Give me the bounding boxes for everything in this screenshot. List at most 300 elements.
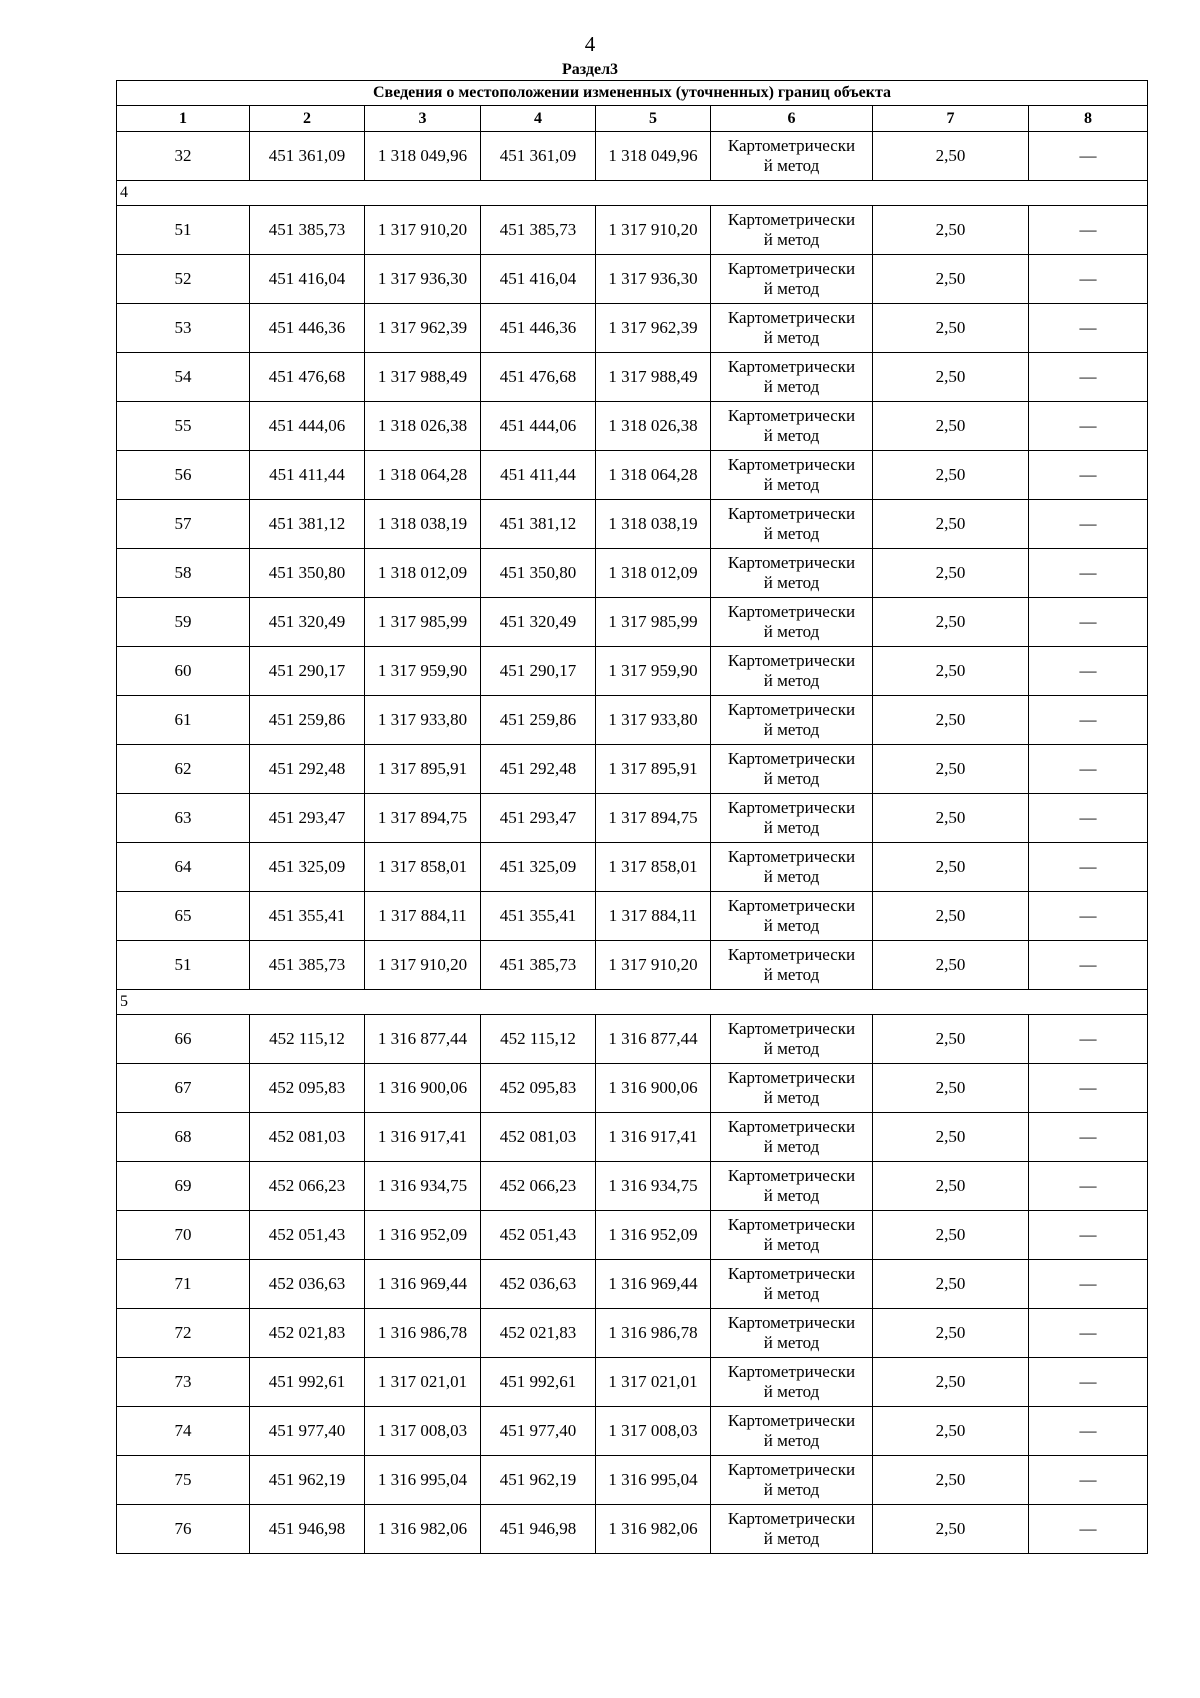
description: — — [1029, 402, 1148, 451]
y-existing: 1 316 900,06 — [365, 1064, 481, 1113]
y-existing: 1 317 985,99 — [365, 598, 481, 647]
accuracy: 2,50 — [873, 255, 1029, 304]
y-new: 1 316 982,06 — [596, 1505, 711, 1554]
y-new: 1 317 985,99 — [596, 598, 711, 647]
x-new: 451 361,09 — [481, 132, 596, 181]
method-line: й метод — [763, 720, 820, 739]
y-new: 1 318 064,28 — [596, 451, 711, 500]
description: — — [1029, 1505, 1148, 1554]
table-body — [117, 132, 1148, 1554]
x-new: 452 081,03 — [481, 1113, 596, 1162]
accuracy: 2,50 — [873, 304, 1029, 353]
method — [711, 451, 873, 500]
x-new: 451 320,49 — [481, 598, 596, 647]
table-row — [117, 941, 1148, 990]
method — [711, 598, 873, 647]
accuracy: 2,50 — [873, 843, 1029, 892]
point-number: 66 — [117, 1015, 250, 1064]
table-row — [117, 132, 1148, 181]
accuracy: 2,50 — [873, 1064, 1029, 1113]
method-line: й метод — [763, 156, 820, 175]
contour-row — [117, 990, 1148, 1015]
table-caption: Сведения о местоположении измененных (уточненных) границ объекта — [117, 81, 1148, 106]
description: — — [1029, 941, 1148, 990]
table-row — [117, 451, 1148, 500]
x-new: 451 446,36 — [481, 304, 596, 353]
point-number: 69 — [117, 1162, 250, 1211]
x-existing: 451 476,68 — [250, 353, 365, 402]
column-number: 8 — [1029, 106, 1148, 132]
method-line: Картометрически — [727, 1509, 856, 1528]
table-row — [117, 1407, 1148, 1456]
method-line: й метод — [763, 1480, 820, 1499]
table-row — [117, 500, 1148, 549]
description: — — [1029, 1260, 1148, 1309]
y-existing: 1 316 877,44 — [365, 1015, 481, 1064]
x-existing: 452 021,83 — [250, 1309, 365, 1358]
table-row — [117, 1505, 1148, 1554]
x-existing: 452 066,23 — [250, 1162, 365, 1211]
y-existing: 1 316 917,41 — [365, 1113, 481, 1162]
point-number: 61 — [117, 696, 250, 745]
method — [711, 1456, 873, 1505]
description: — — [1029, 1211, 1148, 1260]
y-new: 1 316 877,44 — [596, 1015, 711, 1064]
table-row — [117, 745, 1148, 794]
method-line: й метод — [763, 965, 820, 984]
y-existing: 1 317 933,80 — [365, 696, 481, 745]
description: — — [1029, 500, 1148, 549]
y-existing: 1 317 988,49 — [365, 353, 481, 402]
accuracy: 2,50 — [873, 745, 1029, 794]
description: — — [1029, 1358, 1148, 1407]
method — [711, 1113, 873, 1162]
description: — — [1029, 1015, 1148, 1064]
description: — — [1029, 745, 1148, 794]
table-row — [117, 1211, 1148, 1260]
x-existing: 451 385,73 — [250, 941, 365, 990]
point-number: 57 — [117, 500, 250, 549]
table-row — [117, 1113, 1148, 1162]
point-number: 74 — [117, 1407, 250, 1456]
table-row — [117, 353, 1148, 402]
x-existing: 451 355,41 — [250, 892, 365, 941]
description: — — [1029, 647, 1148, 696]
method-line: Картометрически — [727, 798, 856, 817]
accuracy: 2,50 — [873, 451, 1029, 500]
x-existing: 452 115,12 — [250, 1015, 365, 1064]
method-line: й метод — [763, 573, 820, 592]
point-number: 72 — [117, 1309, 250, 1358]
x-existing: 451 259,86 — [250, 696, 365, 745]
method-line: Картометрически — [727, 602, 856, 621]
y-new: 1 316 986,78 — [596, 1309, 711, 1358]
method-line: Картометрически — [727, 749, 856, 768]
method — [711, 206, 873, 255]
y-existing: 1 318 012,09 — [365, 549, 481, 598]
description: — — [1029, 794, 1148, 843]
point-number: 73 — [117, 1358, 250, 1407]
x-new: 452 021,83 — [481, 1309, 596, 1358]
method — [711, 1407, 873, 1456]
y-existing: 1 316 969,44 — [365, 1260, 481, 1309]
point-number: 70 — [117, 1211, 250, 1260]
method-line: Картометрически — [727, 504, 856, 523]
contour-row — [117, 181, 1148, 206]
point-number: 65 — [117, 892, 250, 941]
y-existing: 1 317 858,01 — [365, 843, 481, 892]
method — [711, 1064, 873, 1113]
y-new: 1 317 988,49 — [596, 353, 711, 402]
x-existing: 452 081,03 — [250, 1113, 365, 1162]
y-new: 1 317 910,20 — [596, 941, 711, 990]
method-line: Картометрически — [727, 1460, 856, 1479]
description: — — [1029, 696, 1148, 745]
y-existing: 1 317 008,03 — [365, 1407, 481, 1456]
description: — — [1029, 1407, 1148, 1456]
x-new: 452 051,43 — [481, 1211, 596, 1260]
accuracy: 2,50 — [873, 1211, 1029, 1260]
description: — — [1029, 1064, 1148, 1113]
method-line: й метод — [763, 1333, 820, 1352]
method-line: Картометрически — [727, 651, 856, 670]
x-new: 451 992,61 — [481, 1358, 596, 1407]
y-existing: 1 316 986,78 — [365, 1309, 481, 1358]
method — [711, 549, 873, 598]
accuracy: 2,50 — [873, 549, 1029, 598]
table-row — [117, 206, 1148, 255]
contour-label: 5 — [117, 990, 1148, 1015]
method — [711, 132, 873, 181]
method-line: й метод — [763, 1088, 820, 1107]
y-new: 1 317 910,20 — [596, 206, 711, 255]
x-existing: 451 293,47 — [250, 794, 365, 843]
description: — — [1029, 132, 1148, 181]
point-number: 60 — [117, 647, 250, 696]
column-number: 5 — [596, 106, 711, 132]
table-row — [117, 794, 1148, 843]
method — [711, 1358, 873, 1407]
method-line: Картометрически — [727, 136, 856, 155]
method-line: й метод — [763, 230, 820, 249]
method-line: Картометрически — [727, 945, 856, 964]
method-line: й метод — [763, 1284, 820, 1303]
x-new: 451 946,98 — [481, 1505, 596, 1554]
method-line: Картометрически — [727, 308, 856, 327]
point-number: 54 — [117, 353, 250, 402]
x-existing: 451 977,40 — [250, 1407, 365, 1456]
x-existing: 451 946,98 — [250, 1505, 365, 1554]
method-line: Картометрически — [727, 1362, 856, 1381]
y-new: 1 318 026,38 — [596, 402, 711, 451]
method — [711, 1162, 873, 1211]
column-number: 4 — [481, 106, 596, 132]
x-new: 452 115,12 — [481, 1015, 596, 1064]
x-existing: 451 361,09 — [250, 132, 365, 181]
column-number: 3 — [365, 106, 481, 132]
y-new: 1 317 962,39 — [596, 304, 711, 353]
column-number: 1 — [117, 106, 250, 132]
method-line: Картометрически — [727, 210, 856, 229]
x-existing: 451 381,12 — [250, 500, 365, 549]
point-number: 51 — [117, 206, 250, 255]
y-new: 1 316 995,04 — [596, 1456, 711, 1505]
x-new: 451 962,19 — [481, 1456, 596, 1505]
method-line: й метод — [763, 524, 820, 543]
table-row — [117, 1162, 1148, 1211]
y-new: 1 317 884,11 — [596, 892, 711, 941]
x-existing: 451 411,44 — [250, 451, 365, 500]
description: — — [1029, 255, 1148, 304]
y-new: 1 317 936,30 — [596, 255, 711, 304]
method-line: й метод — [763, 1235, 820, 1254]
x-existing: 451 292,48 — [250, 745, 365, 794]
x-existing: 451 320,49 — [250, 598, 365, 647]
y-new: 1 317 894,75 — [596, 794, 711, 843]
method — [711, 1211, 873, 1260]
table-row — [117, 696, 1148, 745]
accuracy: 2,50 — [873, 598, 1029, 647]
point-number: 62 — [117, 745, 250, 794]
table-row — [117, 598, 1148, 647]
description: — — [1029, 843, 1148, 892]
description: — — [1029, 598, 1148, 647]
table-row — [117, 892, 1148, 941]
method-line: й метод — [763, 769, 820, 788]
method-line: й метод — [763, 377, 820, 396]
description: — — [1029, 1456, 1148, 1505]
description: — — [1029, 451, 1148, 500]
method-line: й метод — [763, 622, 820, 641]
table-row — [117, 1456, 1148, 1505]
point-number: 76 — [117, 1505, 250, 1554]
x-existing: 452 051,43 — [250, 1211, 365, 1260]
y-existing: 1 317 936,30 — [365, 255, 481, 304]
x-existing: 451 290,17 — [250, 647, 365, 696]
method — [711, 941, 873, 990]
accuracy: 2,50 — [873, 1015, 1029, 1064]
x-new: 451 355,41 — [481, 892, 596, 941]
method — [711, 696, 873, 745]
accuracy: 2,50 — [873, 696, 1029, 745]
method-line: й метод — [763, 1529, 820, 1548]
y-new: 1 317 008,03 — [596, 1407, 711, 1456]
x-new: 452 066,23 — [481, 1162, 596, 1211]
point-number: 58 — [117, 549, 250, 598]
method-line: й метод — [763, 426, 820, 445]
accuracy: 2,50 — [873, 206, 1029, 255]
method — [711, 1505, 873, 1554]
x-new: 451 293,47 — [481, 794, 596, 843]
method-line: й метод — [763, 1137, 820, 1156]
x-new: 451 350,80 — [481, 549, 596, 598]
y-new: 1 317 933,80 — [596, 696, 711, 745]
description: — — [1029, 206, 1148, 255]
table-row — [117, 1064, 1148, 1113]
y-new: 1 318 049,96 — [596, 132, 711, 181]
x-existing: 451 962,19 — [250, 1456, 365, 1505]
contour-label: 4 — [117, 181, 1148, 206]
x-existing: 451 446,36 — [250, 304, 365, 353]
y-existing: 1 317 894,75 — [365, 794, 481, 843]
method-line: й метод — [763, 328, 820, 347]
y-new: 1 317 858,01 — [596, 843, 711, 892]
x-new: 451 325,09 — [481, 843, 596, 892]
x-existing: 451 416,04 — [250, 255, 365, 304]
method-line: й метод — [763, 671, 820, 690]
column-number: 6 — [711, 106, 873, 132]
x-new: 451 381,12 — [481, 500, 596, 549]
method-line: Картометрически — [727, 1019, 856, 1038]
y-existing: 1 318 049,96 — [365, 132, 481, 181]
point-number: 52 — [117, 255, 250, 304]
accuracy: 2,50 — [873, 1260, 1029, 1309]
accuracy: 2,50 — [873, 132, 1029, 181]
y-existing: 1 317 962,39 — [365, 304, 481, 353]
y-new: 1 316 934,75 — [596, 1162, 711, 1211]
accuracy: 2,50 — [873, 892, 1029, 941]
y-new: 1 317 021,01 — [596, 1358, 711, 1407]
method-line: й метод — [763, 475, 820, 494]
description: — — [1029, 549, 1148, 598]
method-line: Картометрически — [727, 455, 856, 474]
method-line: Картометрически — [727, 259, 856, 278]
method — [711, 1260, 873, 1309]
x-new: 451 416,04 — [481, 255, 596, 304]
method-line: й метод — [763, 916, 820, 935]
accuracy: 2,50 — [873, 1358, 1029, 1407]
point-number: 56 — [117, 451, 250, 500]
method-line: Картометрически — [727, 1313, 856, 1332]
x-new: 451 385,73 — [481, 941, 596, 990]
description: — — [1029, 1162, 1148, 1211]
x-new: 451 476,68 — [481, 353, 596, 402]
accuracy: 2,50 — [873, 941, 1029, 990]
accuracy: 2,50 — [873, 647, 1029, 696]
method — [711, 647, 873, 696]
y-existing: 1 316 952,09 — [365, 1211, 481, 1260]
table-row — [117, 843, 1148, 892]
method — [711, 892, 873, 941]
x-new: 451 411,44 — [481, 451, 596, 500]
method — [711, 304, 873, 353]
y-new: 1 317 959,90 — [596, 647, 711, 696]
description: — — [1029, 1113, 1148, 1162]
y-existing: 1 317 959,90 — [365, 647, 481, 696]
table-row — [117, 402, 1148, 451]
x-new: 451 292,48 — [481, 745, 596, 794]
x-existing: 451 350,80 — [250, 549, 365, 598]
y-new: 1 316 900,06 — [596, 1064, 711, 1113]
accuracy: 2,50 — [873, 353, 1029, 402]
accuracy: 2,50 — [873, 402, 1029, 451]
x-new: 452 036,63 — [481, 1260, 596, 1309]
method — [711, 794, 873, 843]
method — [711, 843, 873, 892]
x-new: 451 385,73 — [481, 206, 596, 255]
point-number: 51 — [117, 941, 250, 990]
method-line: Картометрически — [727, 1215, 856, 1234]
x-new: 451 444,06 — [481, 402, 596, 451]
method-line: Картометрически — [727, 700, 856, 719]
y-existing: 1 317 910,20 — [365, 206, 481, 255]
accuracy: 2,50 — [873, 1113, 1029, 1162]
y-existing: 1 318 026,38 — [365, 402, 481, 451]
method-line: Картометрически — [727, 847, 856, 866]
method — [711, 1309, 873, 1358]
accuracy: 2,50 — [873, 1162, 1029, 1211]
x-new: 451 290,17 — [481, 647, 596, 696]
y-existing: 1 317 021,01 — [365, 1358, 481, 1407]
column-number: 2 — [250, 106, 365, 132]
table-row — [117, 549, 1148, 598]
x-existing: 452 095,83 — [250, 1064, 365, 1113]
section-title: Раздел3 — [561, 61, 619, 78]
y-existing: 1 317 895,91 — [365, 745, 481, 794]
method-line: Картометрически — [727, 406, 856, 425]
y-existing: 1 317 910,20 — [365, 941, 481, 990]
table-row — [117, 1015, 1148, 1064]
accuracy: 2,50 — [873, 1407, 1029, 1456]
table-row — [117, 304, 1148, 353]
method-line: й метод — [763, 1039, 820, 1058]
y-new: 1 316 917,41 — [596, 1113, 711, 1162]
method — [711, 402, 873, 451]
method-line: й метод — [763, 1186, 820, 1205]
y-new: 1 317 895,91 — [596, 745, 711, 794]
method-line: й метод — [763, 1382, 820, 1401]
method-line: Картометрически — [727, 1411, 856, 1430]
table-row — [117, 1309, 1148, 1358]
x-existing: 451 444,06 — [250, 402, 365, 451]
point-number: 63 — [117, 794, 250, 843]
x-existing: 452 036,63 — [250, 1260, 365, 1309]
method — [711, 745, 873, 794]
description: — — [1029, 892, 1148, 941]
method — [711, 1015, 873, 1064]
y-existing: 1 318 038,19 — [365, 500, 481, 549]
y-existing: 1 316 995,04 — [365, 1456, 481, 1505]
method-line: й метод — [763, 867, 820, 886]
point-number: 59 — [117, 598, 250, 647]
column-number-row — [117, 106, 1148, 132]
method — [711, 500, 873, 549]
description: — — [1029, 353, 1148, 402]
description: — — [1029, 1309, 1148, 1358]
y-existing: 1 318 064,28 — [365, 451, 481, 500]
method-line: Картометрически — [727, 1166, 856, 1185]
y-existing: 1 316 934,75 — [365, 1162, 481, 1211]
x-existing: 451 992,61 — [250, 1358, 365, 1407]
x-existing: 451 385,73 — [250, 206, 365, 255]
table-row — [117, 647, 1148, 696]
table-row — [117, 1358, 1148, 1407]
accuracy: 2,50 — [873, 1505, 1029, 1554]
y-new: 1 318 012,09 — [596, 549, 711, 598]
y-new: 1 316 952,09 — [596, 1211, 711, 1260]
table-row — [117, 1260, 1148, 1309]
method-line: Картометрически — [727, 553, 856, 572]
method-line: Картометрически — [727, 1264, 856, 1283]
x-new: 452 095,83 — [481, 1064, 596, 1113]
accuracy: 2,50 — [873, 500, 1029, 549]
method-line: Картометрически — [727, 357, 856, 376]
table-row — [117, 255, 1148, 304]
point-number: 32 — [117, 132, 250, 181]
point-number: 53 — [117, 304, 250, 353]
point-number: 75 — [117, 1456, 250, 1505]
point-number: 67 — [117, 1064, 250, 1113]
